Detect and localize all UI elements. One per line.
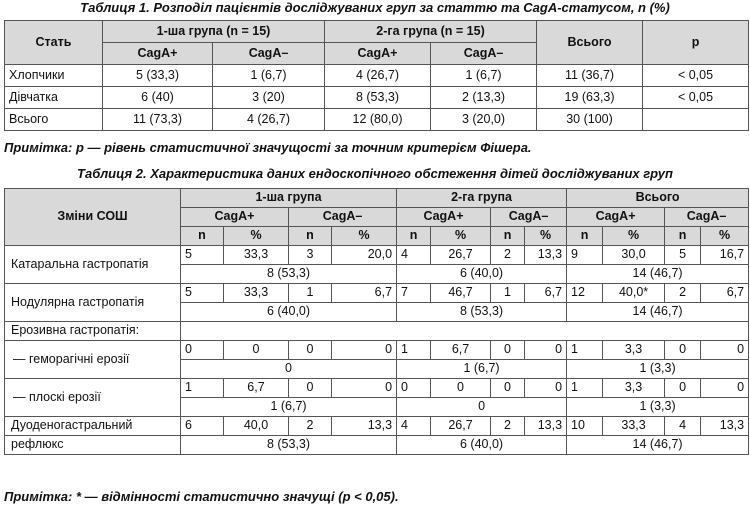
t2-cell: 33,3 bbox=[224, 284, 289, 303]
table1-caption: Таблиця 1. Розподіл пацієнтів досліджуваних груп за статтю та CagA-статусом, n (%) bbox=[80, 0, 670, 15]
t1-cell: 19 (63,3) bbox=[537, 87, 643, 109]
t2-cell: 1 bbox=[491, 284, 525, 303]
t2-cell: 0 bbox=[701, 379, 749, 398]
t2-header-pct: % bbox=[224, 227, 289, 246]
t2-cell: 0 bbox=[431, 379, 491, 398]
t2-header-cag-neg: CagA– bbox=[289, 208, 397, 227]
t1-cell: 3 (20) bbox=[213, 87, 325, 109]
t2-cell: 6,7 bbox=[701, 284, 749, 303]
t2-header-n: n bbox=[665, 227, 701, 246]
t2-cell: 46,7 bbox=[431, 284, 491, 303]
t2-cell: 1 bbox=[181, 379, 224, 398]
t2-row-nodular bbox=[5, 284, 749, 303]
t2-cell: 6,7 bbox=[332, 284, 397, 303]
t2-cell: 5 bbox=[665, 246, 701, 265]
t2-sum-cell: 6 (40,0) bbox=[181, 303, 397, 322]
t2-sum-cell: 6 (40,0) bbox=[397, 265, 567, 284]
t1-header-g1-cag-neg: CagA– bbox=[213, 43, 325, 65]
t2-cell: 9 bbox=[567, 246, 603, 265]
t2-row-duodeno-sum bbox=[5, 436, 749, 455]
t2-cell: 6,7 bbox=[525, 284, 567, 303]
t2-cell: 2 bbox=[665, 284, 701, 303]
t1-cell: 1 (6,7) bbox=[213, 65, 325, 87]
t2-header-n: n bbox=[289, 227, 332, 246]
t2-cell: 0 bbox=[332, 379, 397, 398]
t1-header-sex: Стать bbox=[5, 21, 103, 65]
t2-cell: 2 bbox=[491, 417, 525, 436]
table1 bbox=[4, 20, 749, 131]
t2-sum-cell: 8 (53,3) bbox=[181, 265, 397, 284]
t2-cell: 5 bbox=[181, 246, 224, 265]
t2-row-hemorrhagic bbox=[5, 341, 749, 360]
t2-row-label: — геморагічні ерозії bbox=[5, 341, 181, 379]
t1-cell: 5 (33,3) bbox=[103, 65, 213, 87]
t2-row-erosive bbox=[5, 322, 749, 341]
t2-header-changes: Зміни СОШ bbox=[5, 189, 181, 246]
table2-note: Примітка: * — відмінності статистично значущі (p < 0,05). bbox=[4, 489, 399, 504]
t2-cell: 1 bbox=[397, 341, 431, 360]
t2-cell: 2 bbox=[289, 417, 332, 436]
t2-cell: 26,7 bbox=[431, 246, 491, 265]
t1-row-label: Дівчатка bbox=[5, 87, 103, 109]
t2-cell: 3,3 bbox=[603, 379, 665, 398]
t1-cell-p: < 0,05 bbox=[643, 65, 749, 87]
t1-row-boys bbox=[5, 65, 749, 87]
t2-header-cag-neg: CagA– bbox=[665, 208, 749, 227]
t1-cell: 4 (26,7) bbox=[213, 109, 325, 131]
t2-cell: 2 bbox=[491, 246, 525, 265]
t2-cell: 0 bbox=[181, 341, 224, 360]
t1-header-p: p bbox=[643, 21, 749, 65]
t2-header-cag-pos: CagA+ bbox=[397, 208, 491, 227]
t2-header-group1: 1-ша група bbox=[181, 189, 397, 208]
t2-sum-cell: 14 (46,7) bbox=[567, 265, 749, 284]
t2-row-catarrhal bbox=[5, 246, 749, 265]
t2-cell: 40,0 bbox=[224, 417, 289, 436]
t1-cell: 2 (13,3) bbox=[431, 87, 537, 109]
t2-header-total: Всього bbox=[567, 189, 749, 208]
t2-sum-cell: 0 bbox=[397, 398, 567, 417]
t2-row-label: Катаральна гастропатія bbox=[5, 246, 181, 284]
t2-header-pct: % bbox=[701, 227, 749, 246]
t1-cell: 4 (26,7) bbox=[325, 65, 431, 87]
t2-empty-cell bbox=[181, 322, 749, 341]
t1-cell: 1 (6,7) bbox=[431, 65, 537, 87]
t1-cell-p: < 0,05 bbox=[643, 87, 749, 109]
t1-cell-p bbox=[643, 109, 749, 131]
t2-row-label: Дуоденогастральний bbox=[5, 417, 181, 436]
t2-cell: 12 bbox=[567, 284, 603, 303]
t2-cell: 0 bbox=[701, 341, 749, 360]
t2-cell: 1 bbox=[567, 341, 603, 360]
t2-cell: 10 bbox=[567, 417, 603, 436]
t2-cell: 0 bbox=[289, 379, 332, 398]
t2-sum-cell: 0 bbox=[181, 360, 397, 379]
t1-header-g2-cag-neg: CagA– bbox=[431, 43, 537, 65]
t2-cell: 13,3 bbox=[332, 417, 397, 436]
t2-cell: 0 bbox=[224, 341, 289, 360]
t2-header-n: n bbox=[181, 227, 224, 246]
t2-cell: 0 bbox=[525, 379, 567, 398]
t2-cell: 13,3 bbox=[525, 246, 567, 265]
t2-cell: 0 bbox=[665, 341, 701, 360]
t2-cell: 6,7 bbox=[431, 341, 491, 360]
t2-sum-cell: 1 (6,7) bbox=[181, 398, 397, 417]
t2-cell: 0 bbox=[491, 341, 525, 360]
t2-cell: 33,3 bbox=[224, 246, 289, 265]
t2-cell: 4 bbox=[665, 417, 701, 436]
t2-header-pct: % bbox=[603, 227, 665, 246]
t1-header-g2-cag-pos: CagA+ bbox=[325, 43, 431, 65]
t2-cell: 7 bbox=[397, 284, 431, 303]
t1-cell: 3 (20,0) bbox=[431, 109, 537, 131]
t2-sum-cell: 8 (53,3) bbox=[397, 303, 567, 322]
t1-row-girls bbox=[5, 87, 749, 109]
t2-header-pct: % bbox=[431, 227, 491, 246]
t2-cell: 0 bbox=[289, 341, 332, 360]
t1-cell: 11 (73,3) bbox=[103, 109, 213, 131]
t2-row-label: — плоскі ерозії bbox=[5, 379, 181, 417]
t2-sum-cell: 1 (3,3) bbox=[567, 360, 749, 379]
t2-row-label: Нодулярна гастропатія bbox=[5, 284, 181, 322]
t2-cell: 4 bbox=[397, 417, 431, 436]
t2-header-n: n bbox=[397, 227, 431, 246]
t2-cell: 6,7 bbox=[224, 379, 289, 398]
t2-sum-cell: 1 (6,7) bbox=[397, 360, 567, 379]
t2-cell: 0 bbox=[332, 341, 397, 360]
t2-header-pct: % bbox=[332, 227, 397, 246]
t2-header-n: n bbox=[567, 227, 603, 246]
t1-header-group2: 2-га група (n = 15) bbox=[325, 21, 537, 43]
t1-row-total bbox=[5, 109, 749, 131]
t1-cell: 6 (40) bbox=[103, 87, 213, 109]
t2-sum-cell: 14 (46,7) bbox=[567, 436, 749, 455]
t1-header-g1-cag-pos: CagA+ bbox=[103, 43, 213, 65]
t2-cell: 0 bbox=[491, 379, 525, 398]
t2-cell: 13,3 bbox=[701, 417, 749, 436]
t2-row-flat bbox=[5, 379, 749, 398]
t1-cell: 8 (53,3) bbox=[325, 87, 431, 109]
table2 bbox=[4, 188, 749, 455]
t2-sum-cell: 6 (40,0) bbox=[397, 436, 567, 455]
t2-sum-cell: 8 (53,3) bbox=[181, 436, 397, 455]
t2-cell: 13,3 bbox=[525, 417, 567, 436]
t2-cell: 5 bbox=[181, 284, 224, 303]
t1-cell: 30 (100) bbox=[537, 109, 643, 131]
t2-cell: 0 bbox=[665, 379, 701, 398]
t2-header-n: n bbox=[491, 227, 525, 246]
t1-row-label: Хлопчики bbox=[5, 65, 103, 87]
t2-header-cag-neg: CagA– bbox=[491, 208, 567, 227]
t2-header-cag-pos: CagA+ bbox=[567, 208, 665, 227]
t2-cell: 6 bbox=[181, 417, 224, 436]
t2-cell: 3,3 bbox=[603, 341, 665, 360]
t2-cell: 1 bbox=[289, 284, 332, 303]
t2-cell: 4 bbox=[397, 246, 431, 265]
t2-header-cag-pos: CagA+ bbox=[181, 208, 289, 227]
t2-header-pct: % bbox=[525, 227, 567, 246]
t2-header-group2: 2-га група bbox=[397, 189, 567, 208]
t1-cell: 11 (36,7) bbox=[537, 65, 643, 87]
t2-row-label: Ерозивна гастропатія: bbox=[5, 322, 181, 341]
t1-header-group1: 1-ша група (n = 15) bbox=[103, 21, 325, 43]
t1-header-total: Всього bbox=[537, 21, 643, 65]
t1-row-label: Всього bbox=[5, 109, 103, 131]
table1-note: Примітка: p — рівень статистичної значущості за точним критерієм Фішера. bbox=[4, 140, 532, 155]
t2-cell: 30,0 bbox=[603, 246, 665, 265]
t2-row-duodeno bbox=[5, 417, 749, 436]
t2-cell: 20,0 bbox=[332, 246, 397, 265]
t2-cell: 1 bbox=[567, 379, 603, 398]
t2-cell: 0 bbox=[525, 341, 567, 360]
t2-cell: 0 bbox=[397, 379, 431, 398]
t2-cell: 40,0* bbox=[603, 284, 665, 303]
t2-cell: 16,7 bbox=[701, 246, 749, 265]
t2-sum-cell: 14 (46,7) bbox=[567, 303, 749, 322]
t2-row-label-cont: рефлюкс bbox=[5, 436, 181, 455]
t2-sum-cell: 1 (3,3) bbox=[567, 398, 749, 417]
t1-cell: 12 (80,0) bbox=[325, 109, 431, 131]
t2-cell: 26,7 bbox=[431, 417, 491, 436]
table2-caption: Таблиця 2. Характеристика даних ендоскопічного обстеження дітей досліджуваних груп bbox=[77, 166, 673, 181]
t2-cell: 3 bbox=[289, 246, 332, 265]
t2-cell: 33,3 bbox=[603, 417, 665, 436]
